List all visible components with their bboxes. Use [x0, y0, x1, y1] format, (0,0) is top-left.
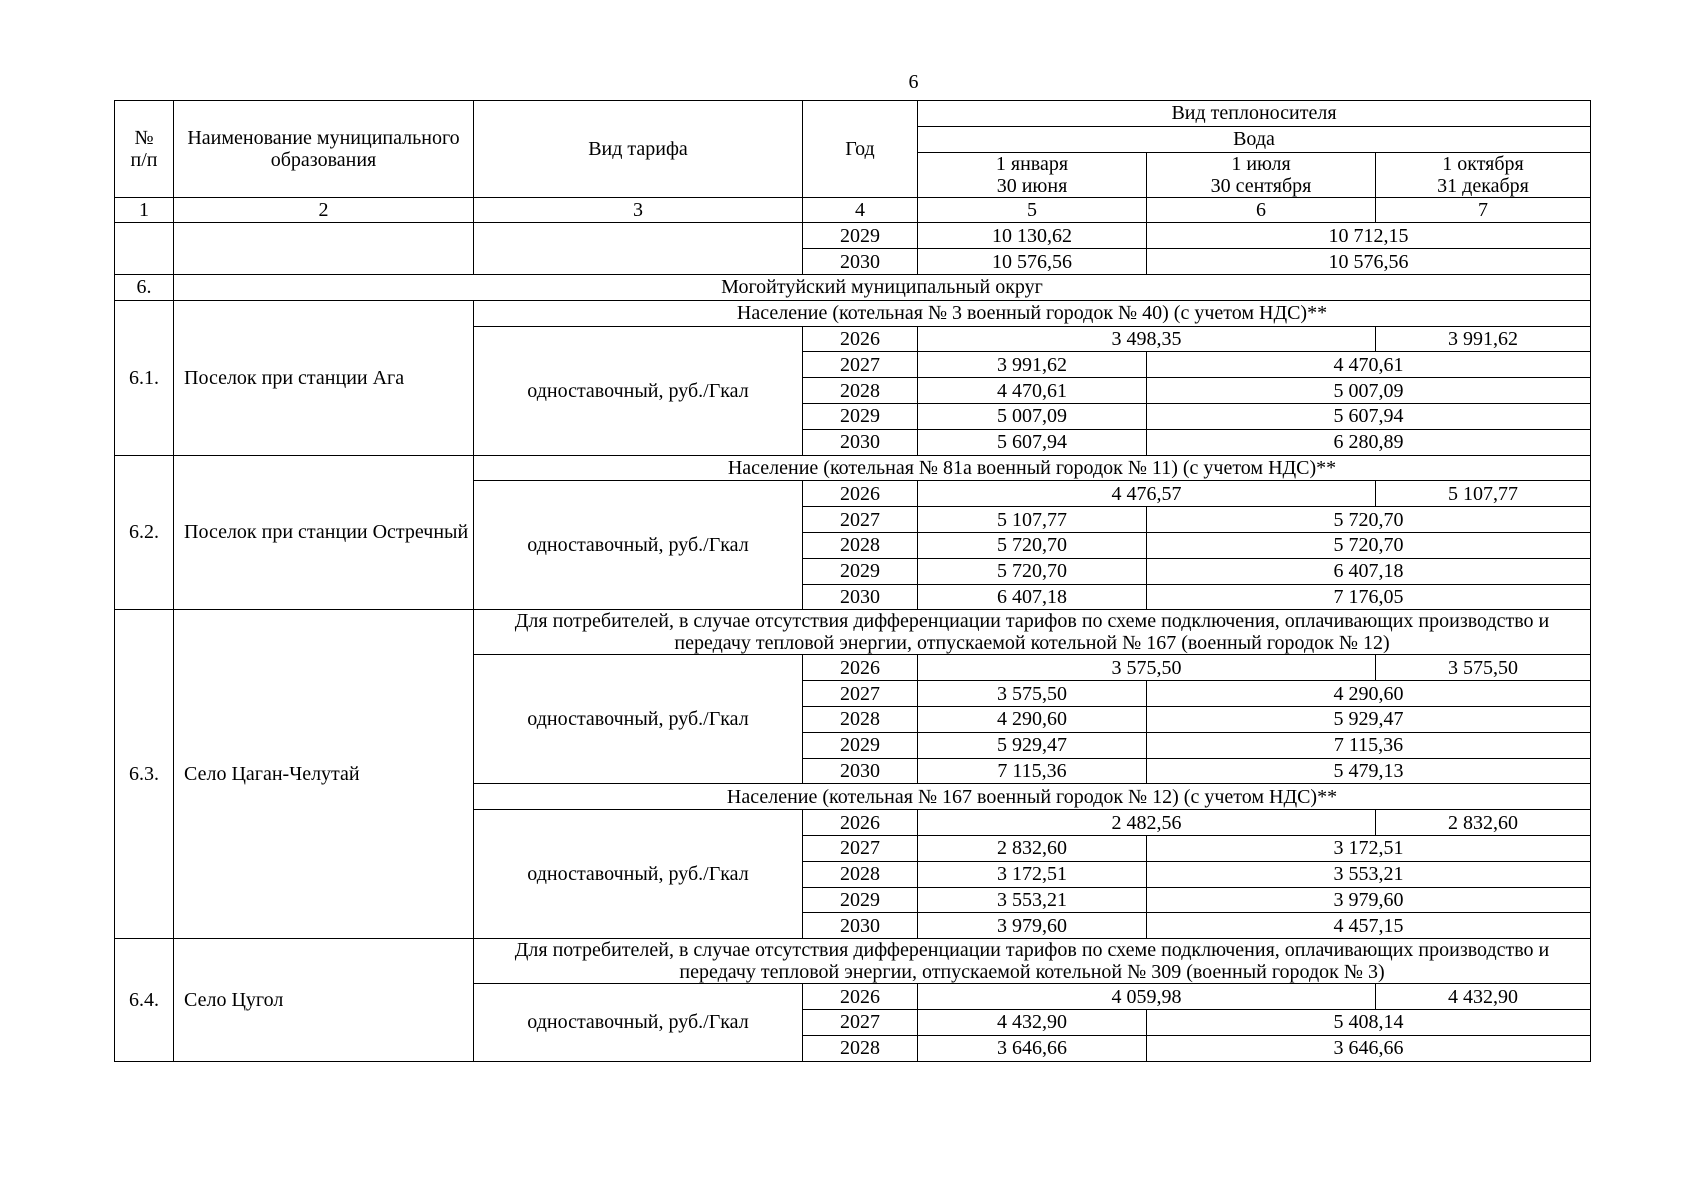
section-num: 6.3.: [115, 610, 174, 939]
value-first-half: 5 720,70: [918, 532, 1147, 558]
year-cell: 2028: [803, 532, 918, 558]
value-first-half: 7 115,36: [918, 758, 1147, 784]
section-num: 6.1.: [115, 300, 174, 455]
value-second-half: 3 172,51: [1147, 835, 1591, 861]
value-second-half: 10 712,15: [1147, 223, 1591, 249]
year-cell: 2028: [803, 706, 918, 732]
header-period-3: [1376, 152, 1591, 197]
section-name: Поселок при станции Ага: [174, 300, 474, 455]
value-oct-dec: 4 432,90: [1376, 984, 1591, 1010]
header-num-cell: [115, 101, 174, 198]
value-second-half: 10 576,56: [1147, 249, 1591, 275]
value-first-half: 6 407,18: [918, 584, 1147, 610]
section-name: Поселок при станции Остречный: [174, 455, 474, 610]
year-cell: 2026: [803, 984, 918, 1010]
empty-cell: [115, 223, 174, 275]
value-second-half: 7 115,36: [1147, 732, 1591, 758]
year-cell: 2030: [803, 758, 918, 784]
year-cell: 2026: [803, 481, 918, 507]
district-num: 6.: [115, 274, 174, 300]
year-cell: 2029: [803, 403, 918, 429]
value-second-half: 7 176,05: [1147, 584, 1591, 610]
column-number-row: [115, 197, 1591, 223]
tariff-table: [114, 100, 1591, 1062]
period-from: 1 июля: [1231, 152, 1291, 175]
value-first-half: 3 991,62: [918, 352, 1147, 378]
section-name: Село Цаган-Челутай: [174, 610, 474, 939]
header-tariff-type: Вид тарифа: [474, 101, 803, 198]
year-cell: 2027: [803, 681, 918, 707]
value-second-half: 5 607,94: [1147, 403, 1591, 429]
value-second-half: 5 007,09: [1147, 378, 1591, 404]
year-cell: 2028: [803, 861, 918, 887]
year-cell: 2028: [803, 378, 918, 404]
column-number: 5: [918, 197, 1147, 223]
group-row: [115, 300, 1591, 326]
value-first-half: 10 130,62: [918, 223, 1147, 249]
value-second-half: 3 646,66: [1147, 1035, 1591, 1061]
year-cell: 2029: [803, 223, 918, 249]
value-first-half: 5 929,47: [918, 732, 1147, 758]
page-number: 6: [908, 71, 919, 93]
header-num-label-sub: п/п: [130, 148, 158, 171]
empty-cell: [474, 223, 803, 275]
group-title: Для потребителей, в случае отсутствия дифференциации тарифов по схеме подключения, оплачивающих производство и передачу тепловой энергии, отпускаемой котельной № 167 (военный городок № 12): [474, 610, 1591, 655]
header-period-2: [1147, 152, 1376, 197]
period-from: 1 января: [995, 152, 1069, 175]
value-oct-dec: 2 832,60: [1376, 810, 1591, 836]
value-oct-dec: 3 991,62: [1376, 326, 1591, 352]
value-first-half: 5 720,70: [918, 558, 1147, 584]
year-cell: 2027: [803, 507, 918, 533]
header-water: Вода: [918, 126, 1591, 152]
value-first-half: 3 172,51: [918, 861, 1147, 887]
column-number: 1: [115, 197, 174, 223]
period-to: 30 сентября: [1210, 174, 1312, 197]
year-cell: 2027: [803, 352, 918, 378]
value-second-half: 6 407,18: [1147, 558, 1591, 584]
value-second-half: 3 553,21: [1147, 861, 1591, 887]
group-title: Для потребителей, в случае отсутствия дифференциации тарифов по схеме подключения, оплачивающих производство и передачу тепловой энергии, отпускаемой котельной № 309 (военный городок № 3): [474, 939, 1591, 984]
value-jan-sep: 3 498,35: [918, 326, 1376, 352]
column-number: 3: [474, 197, 803, 223]
value-oct-dec: 3 575,50: [1376, 655, 1591, 681]
tariff-type-cell: одноставочный, руб./Гкал: [474, 810, 803, 939]
value-second-half: 4 290,60: [1147, 681, 1591, 707]
empty-cell: [174, 223, 474, 275]
value-second-half: 5 929,47: [1147, 706, 1591, 732]
period-to: 30 июня: [996, 174, 1068, 197]
value-first-half: 5 107,77: [918, 507, 1147, 533]
value-second-half: 5 720,70: [1147, 532, 1591, 558]
column-number: 2: [174, 197, 474, 223]
section-num: 6.2.: [115, 455, 174, 610]
header-municipality: Наименование муниципального образования: [174, 101, 474, 198]
section-name: Село Цугол: [174, 939, 474, 1061]
value-first-half: 3 575,50: [918, 681, 1147, 707]
year-cell: 2030: [803, 913, 918, 939]
value-second-half: 5 479,13: [1147, 758, 1591, 784]
value-jan-sep: 4 059,98: [918, 984, 1376, 1010]
header-carrier: Вид теплоносителя: [918, 101, 1591, 127]
value-second-half: 4 470,61: [1147, 352, 1591, 378]
period-to: 31 декабря: [1437, 174, 1529, 197]
value-first-half: 3 553,21: [918, 887, 1147, 913]
district-row: [115, 274, 1591, 300]
district-name: Могойтуйский муниципальный округ: [174, 274, 1591, 300]
value-oct-dec: 5 107,77: [1376, 481, 1591, 507]
year-cell: 2028: [803, 1035, 918, 1061]
year-cell: 2026: [803, 810, 918, 836]
value-first-half: 5 607,94: [918, 429, 1147, 455]
value-second-half: 5 720,70: [1147, 507, 1591, 533]
table-row: [115, 223, 1591, 249]
value-jan-sep: 2 482,56: [918, 810, 1376, 836]
group-title: Население (котельная № 81а военный городок № 11) (с учетом НДС)**: [474, 455, 1591, 481]
year-cell: 2029: [803, 732, 918, 758]
tariff-type-cell: одноставочный, руб./Гкал: [474, 481, 803, 610]
header-year: Год: [803, 101, 918, 198]
year-cell: 2027: [803, 835, 918, 861]
section-num: 6.4.: [115, 939, 174, 1061]
column-number: 7: [1376, 197, 1591, 223]
tariff-type-cell: одноставочный, руб./Гкал: [474, 655, 803, 784]
value-first-half: 4 290,60: [918, 706, 1147, 732]
year-cell: 2027: [803, 1009, 918, 1035]
header-period-1: [918, 152, 1147, 197]
column-number: 4: [803, 197, 918, 223]
value-jan-sep: 4 476,57: [918, 481, 1376, 507]
value-first-half: 3 646,66: [918, 1035, 1147, 1061]
value-jan-sep: 3 575,50: [918, 655, 1376, 681]
year-cell: 2030: [803, 584, 918, 610]
tariff-type-cell: одноставочный, руб./Гкал: [474, 326, 803, 455]
group-row: [115, 610, 1591, 655]
period-from: 1 октября: [1442, 152, 1524, 175]
value-first-half: 3 979,60: [918, 913, 1147, 939]
year-cell: 2026: [803, 655, 918, 681]
year-cell: 2030: [803, 249, 918, 275]
value-second-half: 4 457,15: [1147, 913, 1591, 939]
value-second-half: 3 979,60: [1147, 887, 1591, 913]
header-row: [115, 101, 1591, 127]
group-title: Население (котельная № 3 военный городок № 40) (с учетом НДС)**: [474, 300, 1591, 326]
tariff-type-cell: одноставочный, руб./Гкал: [474, 984, 803, 1061]
value-first-half: 2 832,60: [918, 835, 1147, 861]
group-row: [115, 455, 1591, 481]
year-cell: 2026: [803, 326, 918, 352]
header-num-label: №: [134, 126, 154, 149]
value-second-half: 6 280,89: [1147, 429, 1591, 455]
group-row: [115, 939, 1591, 984]
value-first-half: 4 470,61: [918, 378, 1147, 404]
year-cell: 2029: [803, 558, 918, 584]
value-first-half: 4 432,90: [918, 1009, 1147, 1035]
value-first-half: 5 007,09: [918, 403, 1147, 429]
column-number: 6: [1147, 197, 1376, 223]
year-cell: 2030: [803, 429, 918, 455]
value-first-half: 10 576,56: [918, 249, 1147, 275]
value-second-half: 5 408,14: [1147, 1009, 1591, 1035]
group-title: Население (котельная № 167 военный городок № 12) (с учетом НДС)**: [474, 784, 1591, 810]
year-cell: 2029: [803, 887, 918, 913]
